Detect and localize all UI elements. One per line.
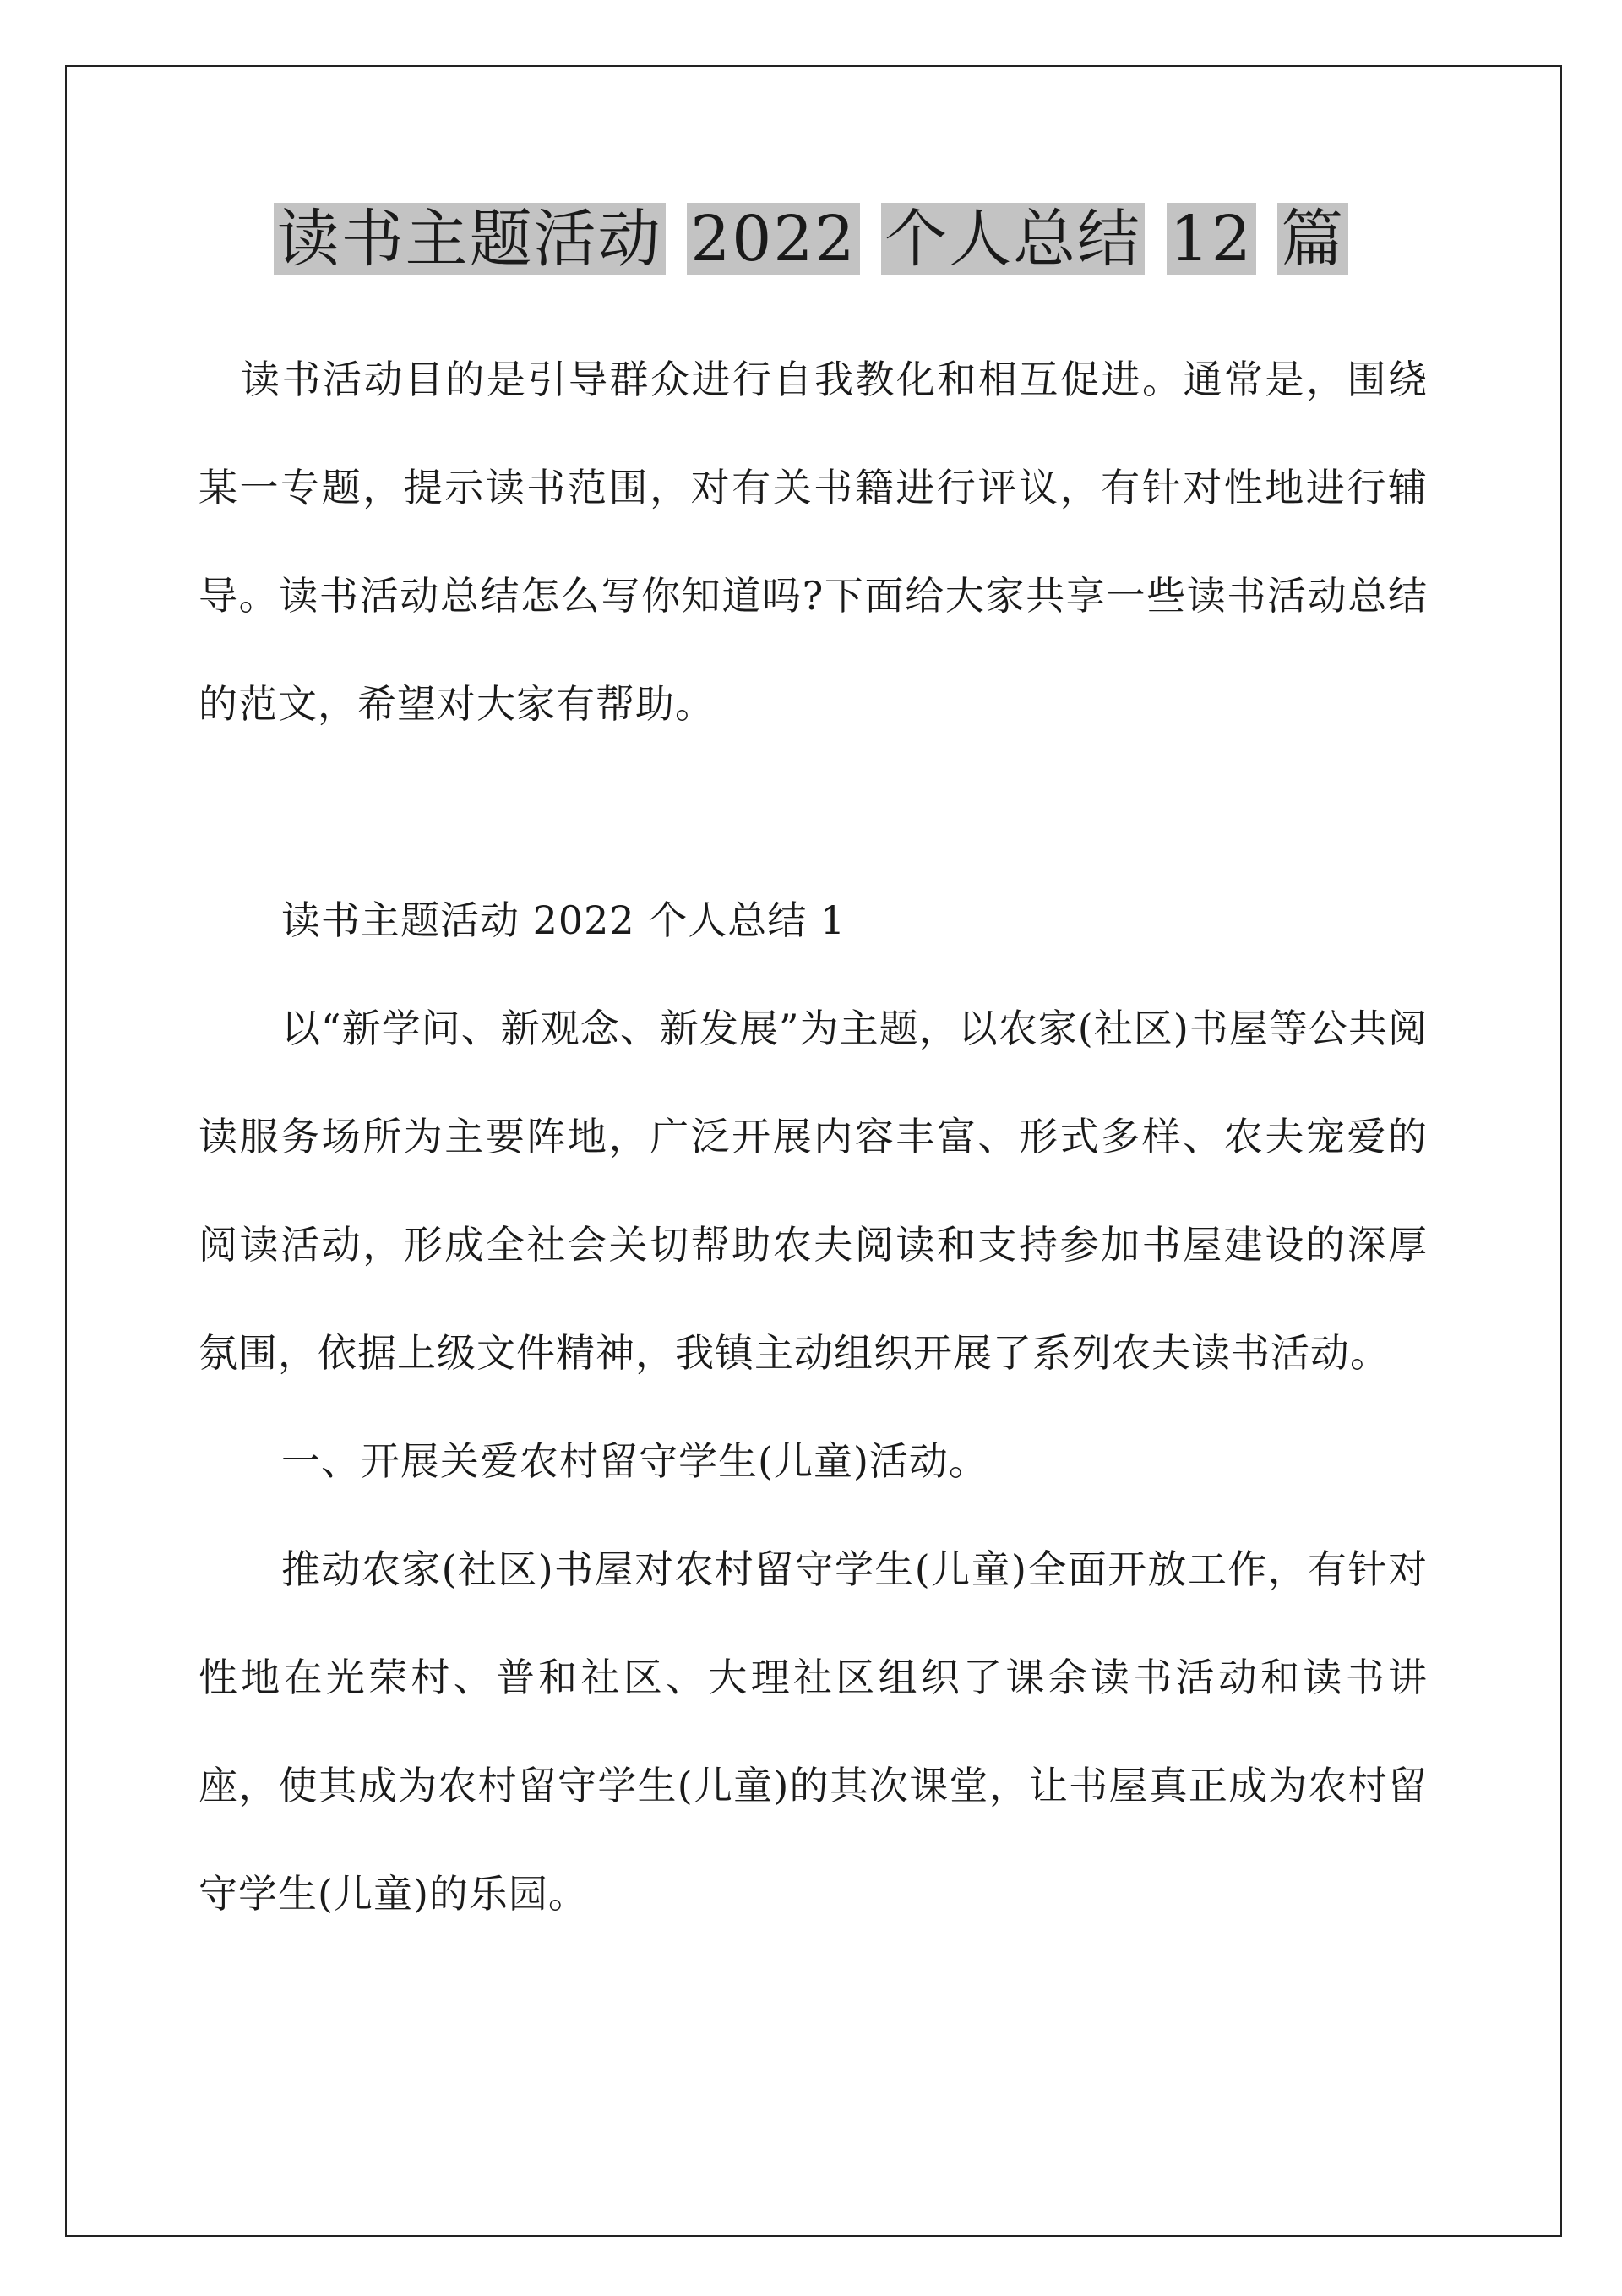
paragraph-spacer — [199, 758, 1428, 866]
section-heading: 读书主题活动 2022 个人总结 1 — [281, 897, 846, 943]
body-paragraph-1: 以“新学问、新观念、新发展”为主题，以农家(社区)书屋等公共阅读服务场所为主要阵地，广泛开展内容丰富、形式多样、农夫宠爱的阅读活动，形成全社会关切帮助农夫阅读和支持参加书屋建设的深厚氛围，依据上级文件精神，我镇主动组织开展了系列农夫读书活动。 — [199, 1006, 1428, 1376]
document-body — [199, 325, 1428, 1948]
subheading-1: 一、开展关爱农村留守学生(儿童)活动。 — [281, 1438, 988, 1484]
intro-paragraph: 读书活动目的是引导群众进行自我教化和相互促进。通常是，围绕某一专题，提示读书范围，对有关书籍进行评议，有针对性地进行辅导。读书活动总结怎么写你知道吗?下面给大家共享一些读书活动总结的范文，希望对大家有帮助。 — [199, 357, 1428, 727]
document-title — [0, 193, 1622, 286]
title-highlight-3: 个人总结 — [881, 203, 1145, 275]
title-highlight-1: 读书主题活动 — [274, 203, 666, 275]
title-highlight-5: 篇 — [1277, 203, 1348, 275]
body-paragraph-2: 推动农家(社区)书屋对农村留守学生(儿童)全面开放工作，有针对性地在光荣村、普和社区、大理社区组织了课余读书活动和读书讲座，使其成为农村留守学生(儿童)的其次课堂，让书屋真正成为农村留守学生(儿童)的乐园。 — [199, 1546, 1428, 1917]
title-highlight-4: 12 — [1167, 203, 1256, 275]
title-highlight-2: 2022 — [687, 203, 859, 275]
